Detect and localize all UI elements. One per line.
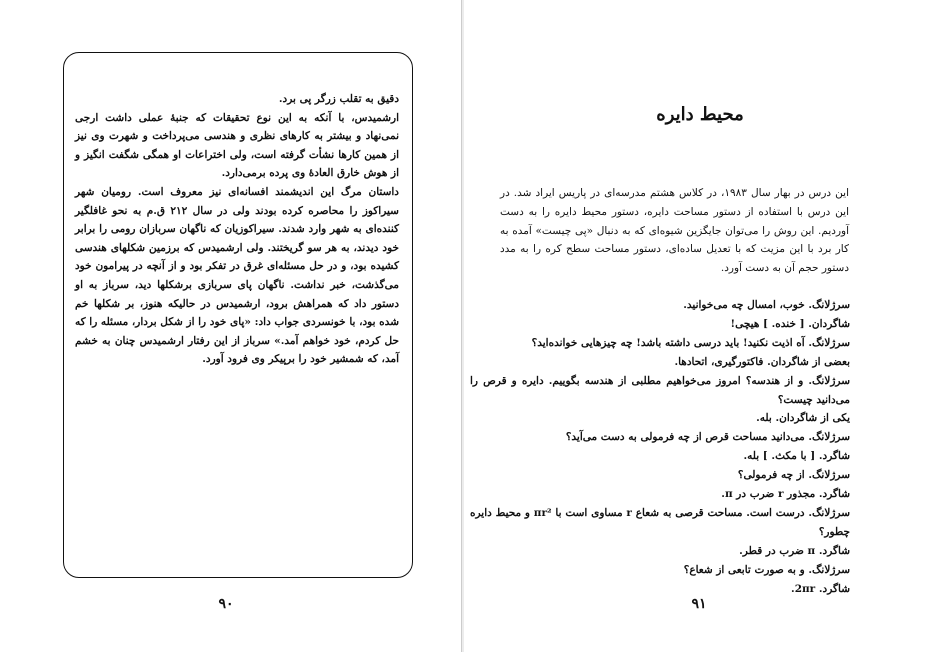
dialogue-line: یکی از شاگردان. بله. [756, 412, 850, 425]
dialogue-line: سرژلانگ. و به صورت تابعی از شعاع؟ [683, 563, 850, 576]
dialogue-line: سرژلانگ. و از هندسه؟ امروز می‌خواهیم مطلبی از هندسه بگوییم. دایره و قرص را می‌دانید چیست؟ [470, 374, 850, 406]
left-page [0, 0, 462, 652]
dialogue-line: شاگرد. [ با مکث. ] بله. [743, 450, 850, 463]
dialogue-line: شاگرد. π ضرب در قطر. [739, 544, 850, 557]
chapter-title: محیط دایره [656, 104, 744, 125]
dialogue-line: سرژلانگ. خوب، امسال چه می‌خوانید. [683, 299, 850, 311]
dialogue-line: سرژلانگ. درست است. مساحت قرصی به شعاع r مساوی است با πr² و محیط دایره چطور؟ [470, 506, 851, 538]
paragraph: داستان مرگ این اندیشمند افسانه‌ای نیز معروف است. رومیان شهر سیراکوز را محاصره کرده بودند ولی در سال ۲۱۲ ق.م به نحو غافلگیر کننده‌ای به شهر وارد شدند. سیراکوزیان که ناگهان سربازان رومی را برابر خود دیدند، به هر سو گریختند. ولی ارشمیدس که برزمین شکلهای هندسی کشیده بود، و در حل مسئله‌ای غرق در تفکر بود و از آنچه در پیرامون خود می‌گذشت، خبر نداشت. ناگهان پای سربازی برشکلها دید، سرباز به او دستور داد که همراهش برود، ارشمیدس در حالیکه هنوز، بر شکلها خم شده بود، با خونسردی جواب داد: «پای خود را از شکل بردار، مسئله را که حل کردم، خود خواهم آمد.» سرباز از این رفتار ارشمیدس چنان به خشم آمد، که شمشیر خود را برپیکر وی فرود آورد. [75, 185, 399, 366]
page-number: ۹۰ [218, 596, 234, 612]
intro-paragraph: این درس در بهار سال ۱۹۸۳، در کلاس هشتم مدرسه‌ای در پاریس ایراد شد. در این درس با استفاده از دستور مساحت دایره، دستور محیط دایره را به دست آوردیم. این روش را می‌توان جایگزین شیوه‌ای که به دنبال «پی چیست» آمده به کار برد با این مزیت که با تعدیل ساده‌ای، دستور مساحت سطح کره را به مدد دستور حجم آن به دست آورد. [500, 187, 849, 275]
dialogue-line: شاگرد. 2πr. [791, 582, 850, 595]
left-page-text [75, 90, 399, 369]
dialogue-line: سرژلانگ. از چه فرمولی؟ [737, 469, 850, 482]
paragraph: ارشمیدس، با آنکه به این نوع تحقیقات که جنبهٔ عملی داشت ارجی نمی‌نهاد و بیشتر به کارهای نظری و هندسی می‌پرداخت و شهرت وی نیز از همین کارها نشأت گرفته است، ولی اختراعات او همگی شگفت انگیز و از هوش خارق العادهٔ وی پرده برمی‌دارد. [75, 111, 399, 180]
page-number: ۹۱ [691, 596, 707, 612]
dialogue-line: شاگردان. [ خنده. ] هیچی! [730, 317, 850, 330]
dialogue-line: سرژلانگ. آه اذیت نکنید! باید درسی داشته باشد! چه چیزهایی خوانده‌اید؟ [531, 336, 850, 349]
dialogue [470, 296, 850, 599]
dialogue-line: شاگرد. مجذور r ضرب در π. [721, 488, 850, 501]
dialogue-line: سرژلانگ. می‌دانید مساحت قرص از چه فرمولی به دست می‌آید؟ [565, 431, 850, 444]
dialogue-line: بعضی از شاگردان. فاکتورگیری، اتحادها. [674, 355, 850, 368]
paragraph: دقیق به تقلب زرگر پی برد. [278, 93, 399, 105]
